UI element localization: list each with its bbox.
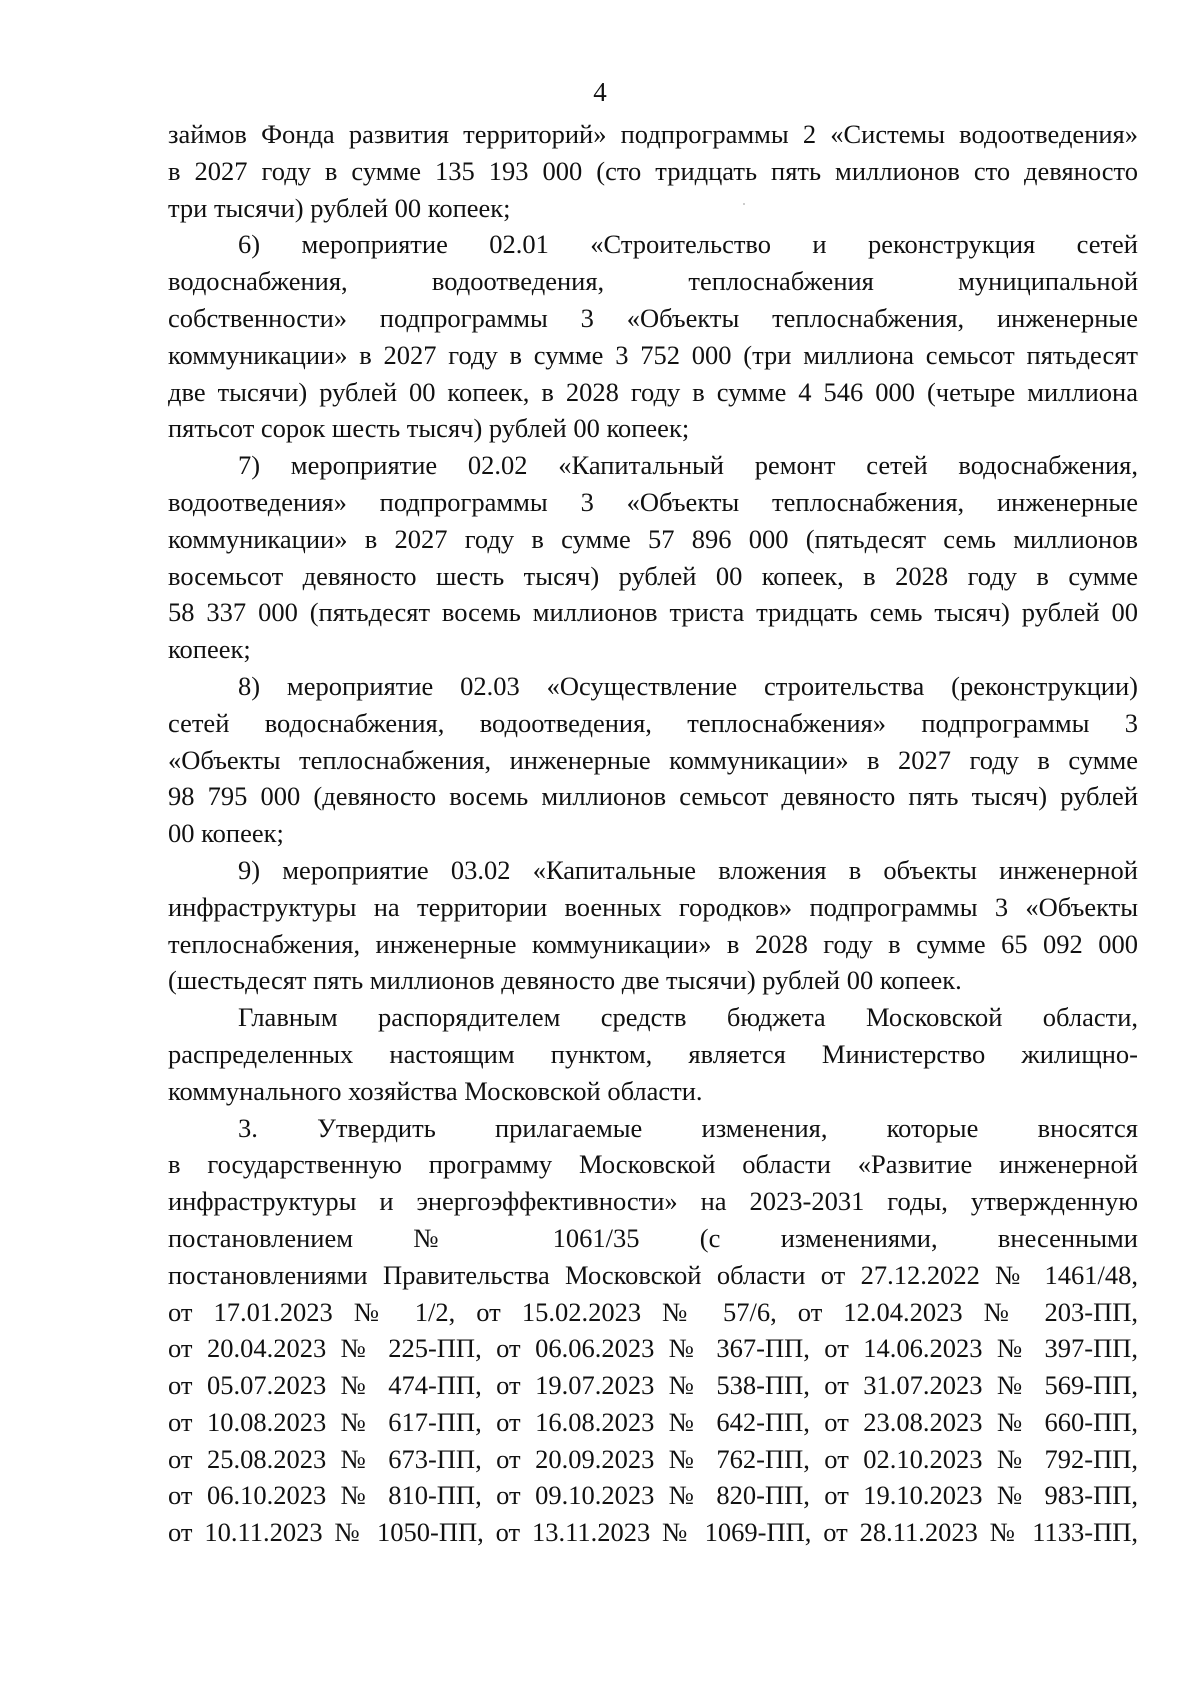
text-line: от 20.04.2023 № 225-ПП, от 06.06.2023 № 367-ПП, от 14.06.2023 № 397-ПП, [168, 1333, 1138, 1364]
text-line: постановлением № 1061/35 (с изменениями, внесенными [168, 1222, 1138, 1253]
text-line: в 2027 году в сумме 135 193 000 (сто тридцать пять миллионов сто девяносто [168, 155, 1138, 186]
text-line: 6) мероприятие 02.01 «Строительство и реконструкция сетей [238, 229, 1138, 260]
text-line: водоотведения» подпрограммы 3 «Объекты теплоснабжения, инженерные [168, 486, 1138, 517]
text-line: восемьсот девяносто шесть тысяч) рублей 00 копеек, в 2028 году в сумме [168, 560, 1138, 591]
text-line: коммунального хозяйства Московской области. [168, 1075, 703, 1106]
text-line: 58 337 000 (пятьдесят восемь миллионов триста тридцать семь тысяч) рублей 00 [168, 597, 1138, 628]
text-line: «Объекты теплоснабжения, инженерные коммуникации» в 2027 году в сумме [168, 744, 1138, 775]
text-line: водоснабжения, водоотведения, теплоснабжения муниципальной [168, 266, 1138, 297]
text-line: от 06.10.2023 № 810-ПП, от 09.10.2023 № 820-ПП, от 19.10.2023 № 983-ПП, [168, 1480, 1138, 1511]
text-line: в государственную программу Московской области «Развитие инженерной [168, 1149, 1138, 1180]
text-line: 98 795 000 (девяносто восемь миллионов семьсот девяносто пять тысяч) рублей [168, 781, 1138, 812]
text-line: от 05.07.2023 № 474-ПП, от 19.07.2023 № 538-ПП, от 31.07.2023 № 569-ПП, [168, 1370, 1138, 1401]
text-line: теплоснабжения, инженерные коммуникации» в 2028 году в сумме 65 092 000 [168, 928, 1138, 959]
text-line: сетей водоснабжения, водоотведения, теплоснабжения» подпрограммы 3 [168, 707, 1138, 738]
text-line: пятьсот сорок шесть тысяч) рублей 00 копеек; [168, 413, 690, 444]
text-line: (шестьдесят пять миллионов девяносто две тысячи) рублей 00 копеек. [168, 965, 962, 996]
text-line: от 10.08.2023 № 617-ПП, от 16.08.2023 № 642-ПП, от 23.08.2023 № 660-ПП, [168, 1406, 1138, 1437]
text-line: Главным распорядителем средств бюджета Московской области, [238, 1002, 1138, 1033]
text-line: собственности» подпрограммы 3 «Объекты теплоснабжения, инженерные [168, 302, 1138, 333]
text-line: 7) мероприятие 02.02 «Капитальный ремонт сетей водоснабжения, [238, 450, 1138, 481]
text-line: от 10.11.2023 № 1050-ПП, от 13.11.2023 № 1069-ПП, от 28.11.2023 № 1133-ПП, [168, 1517, 1138, 1548]
text-line: 8) мероприятие 02.03 «Осуществление строительства (реконструкции) [238, 670, 1138, 701]
text-line: распределенных настоящим пунктом, является Министерство жилищно- [168, 1038, 1138, 1069]
text-line: займов Фонда развития территорий» подпрограммы 2 «Системы водоотведения» [168, 119, 1138, 149]
text-line: три тысячи) рублей 00 копеек; [168, 192, 511, 223]
text-line: инфраструктуры на территории военных городков» подпрограммы 3 «Объекты [168, 891, 1138, 922]
text-line: копеек; [168, 634, 251, 665]
page-number: 4 [593, 77, 607, 107]
text-line: две тысячи) рублей 00 копеек, в 2028 году в сумме 4 546 000 (четыре миллиона [168, 376, 1138, 407]
text-line: постановлениями Правительства Московской области от 27.12.2022 № 1461/48, [168, 1259, 1138, 1290]
text-line: от 25.08.2023 № 673-ПП, от 20.09.2023 № 762-ПП, от 02.10.2023 № 792-ПП, [168, 1443, 1138, 1474]
text-line: коммуникации» в 2027 году в сумме 3 752 000 (три миллиона семьсот пятьдесят [168, 339, 1138, 370]
text-line: коммуникации» в 2027 году в сумме 57 896 000 (пятьдесят семь миллионов [168, 523, 1138, 554]
text-line: инфраструктуры и энергоэффективности» на 2023-2031 годы, утвержденную [168, 1186, 1138, 1217]
document-body [168, 116, 1138, 1551]
text-line: 9) мероприятие 03.02 «Капитальные вложения в объекты инженерной [238, 854, 1138, 885]
text-line: от 17.01.2023 № 1/2, от 15.02.2023 № 57/6, от 12.04.2023 № 203-ПП, [168, 1296, 1138, 1327]
text-line: 00 копеек; [168, 818, 284, 849]
text-line: 3. Утвердить прилагаемые изменения, которые вносятся [238, 1112, 1138, 1143]
